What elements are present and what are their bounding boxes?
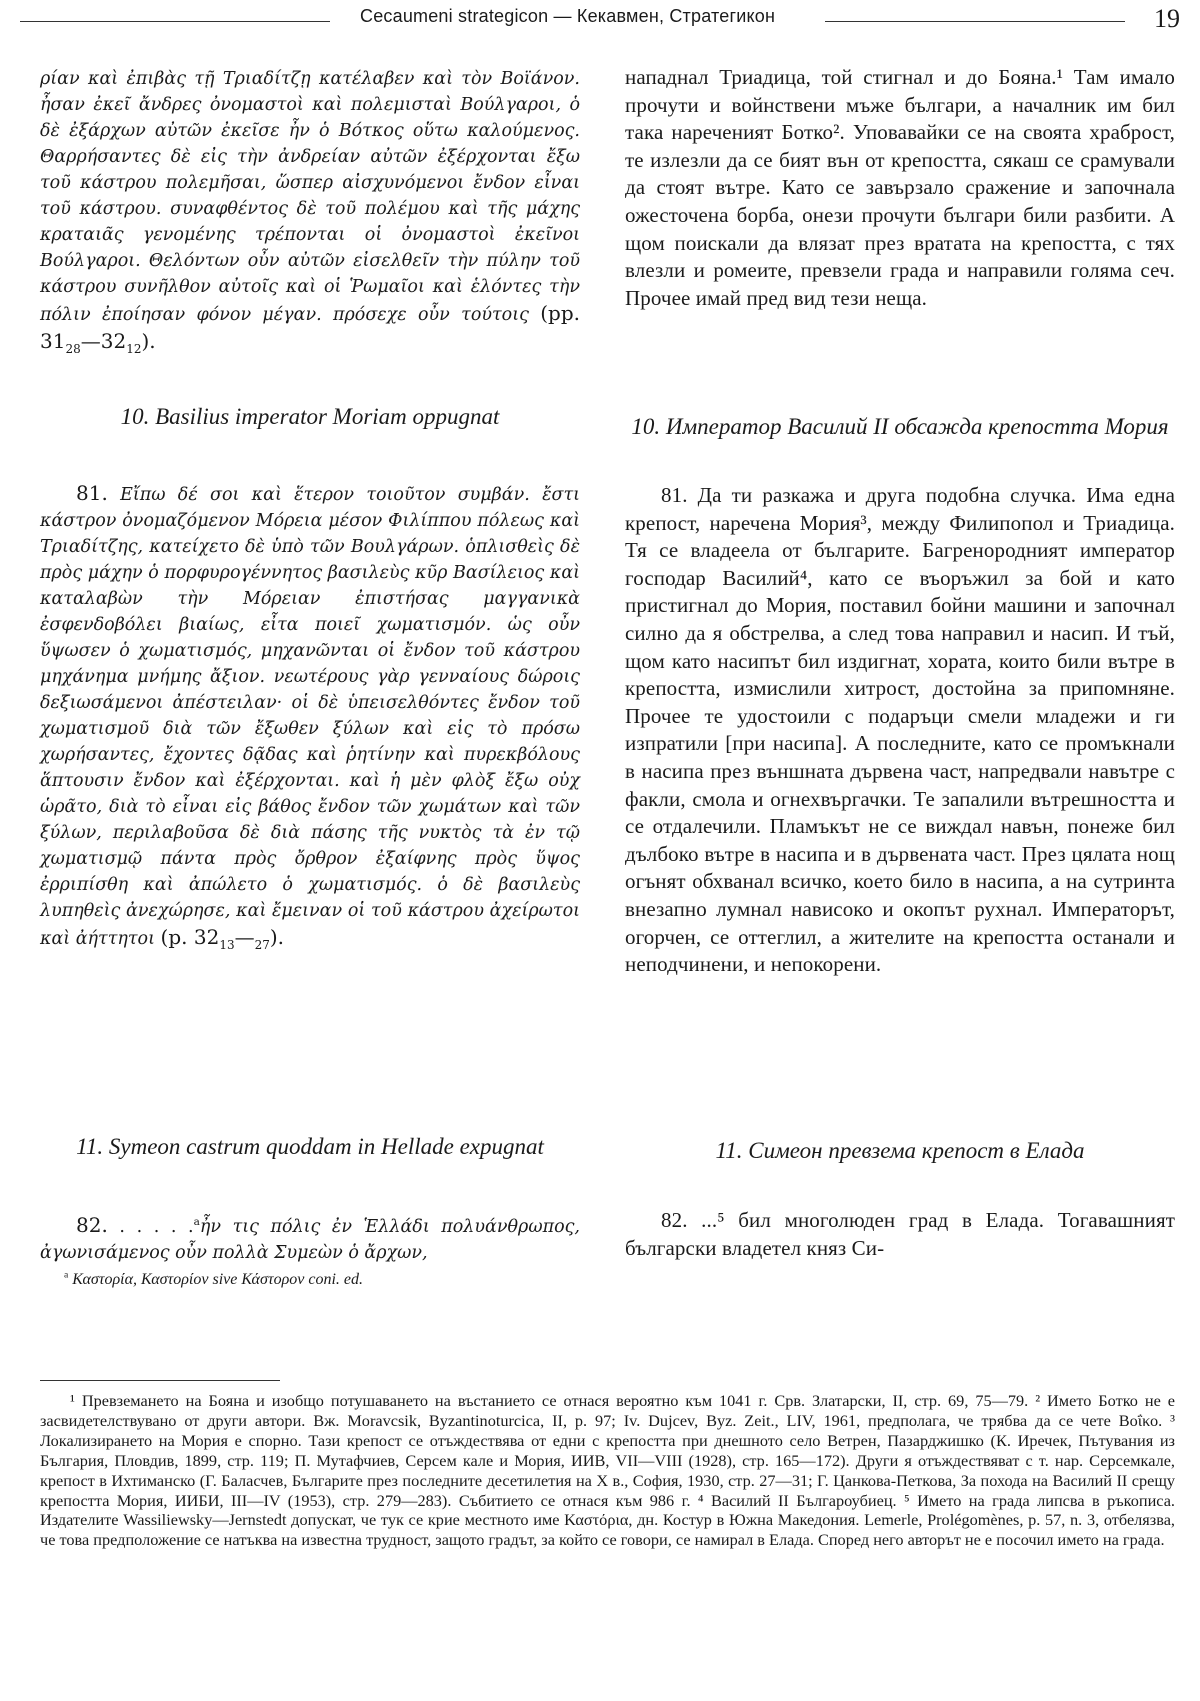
bulgarian-paragraph-81: 81. Да ти разкажа и друга подобна случка. Има една крепост, наречена Мория³, между Филипопол и Триадица. Тя се владеела от българите. Багренородният император господар Василий⁴, като се въоръжил за бой и като пристигнал до Мория, поставил бойни машини и започнал силно да я обстрелва, а след това направил и насип. И тъй, щом като насипът бил издигнат, хората, които били вътре в крепостта, измислили хитрост, достойна за припомняне. Прочее те удостоили с подаръци смели младежи и ги изпратили [при насипа]. А последните, като се промъкнали в насипа през външната дървена част, напредвали навътре с факли, смола и огнехвъргачки. Те запалили вътрешността и се отдалечили. Пламъкът не се виждал навън, понеже бил дълбоко вътре в насипа и в дървената част. През цялата нощ огънят обхванал всичко, което било в насипа, а на сутринта внезапно лумнал нависоко и окопът рухнал. Императорът, огорчен, се оттеглил, а жителите на крепостта останали и неподчинени, и непокорени. [625,483,1175,977]
footnote-rule [40,1380,280,1381]
section-11-heading-latin: 11. Symeon castrum quoddam in Hellade expugnat [76,1134,544,1159]
header-rule-right [825,21,1125,22]
greek-text-81: Εἴπω δέ σοι καὶ ἕτερον τοιοῦτον συμβάν. ἔστι κάστρον ὀνομαζόμενον Μόρεια μέσον Φιλίππου πόλεως καὶ Τριαδίτζης, κατείχετο δὲ ὑπὸ τῶν Βουλγάρων. ὁπλισθεὶς δὲ πρὸς μάχην ὁ πορφυρογέννητος βασιλεὺς κῦρ Βασίλειος καὶ καταλαβὼν τὴν Μόρειαν ἐπιστήσας μαγγανικὰ ἐσφενδοβόλει βιαίως, εἶτα ποιεῖ χωματισμόν. ὡς οὖν ὕψωσεν ὁ χωματισμός, μηχανῶνται οἱ ἔνδον τοῦ κάστρου μηχάνημα μνήμης ἄξιον. νεωτέρους γὰρ γενναίους δώροις δεξιωσάμενοι ἀπέστειλαν· οἱ δὲ ὑπεισελθόντες ἔνδον τοῦ χωματισμοῦ διὰ τῶν ἔξωθεν ξύλων καὶ εἰς τὸ πρόσω χωρήσαντες, ἔχοντες δᾷδας καὶ ῥητίνην καὶ πυρεκβόλους ἅπτουσιν ἔνδον καὶ ἐξέρχονται. καὶ ἡ μὲν φλὸξ ἔξω οὐχ ὡρᾶτο, διὰ τὸ εἶναι εἰς βάθος ἔνδον τῶν χωμάτων καὶ τῶν ξύλων, περιλαβοῦσα δὲ διὰ πάσης τῆς νυκτὸς τὰ ἐν τῷ χωματισμῷ πάντα πρὸς ὄρθρον ἐξαίφνης πρὸς ὕψος ἐρριπίσθη καὶ ἀπώλετο ὁ χωματισμός. ὁ δὲ βασιλεὺς λυπηθεὶς ἀνεχώρησε, καὶ ἔμειναν οἱ τοῦ κάστρου ἀχείρωτοι καὶ ἀήττητοι [40,485,580,949]
header-rule-left [20,21,330,22]
section-11-heading-bulgarian: 11. Симеон превзема крепост в Елада [715,1138,1085,1163]
page-number: 19 [1154,4,1180,33]
greek-text-82: ἦν τις πόλις ἐν Ἑλλάδι πολυάνθρωπος, ἀγωνισάμενος οὖν πολλὰ Συμεὼν ὁ ἄρχων, [40,1217,580,1263]
apparatus-note: $^a$ Καστορία, Καστορίον sive Κάστορον coni. ed. [64,1269,363,1288]
running-header [20,6,1180,36]
footnotes [40,1391,1175,1550]
greek-text-1: ρίαν καὶ ἐπιβὰς τῇ Τριαδίτζῃ κατέλαβεν καὶ τὸν Βοϊάνον. ἦσαν ἐκεῖ ἄνδρες ὀνομαστοὶ καὶ πολεμισταὶ Βούλγαροι, ὁ δὲ ἐξάρχων αὐτῶν ἐκεῖσε ἦν ὁ Βότκος οὕτω καλούμενος. Θαρρήσαντες δὲ εἰς τὴν ἀνδρείαν αὐτῶν ἐξέρχονται ἔξω τοῦ κάστρου πολεμῆσαι, ὥσπερ αἰσχυνόμενοι ἔνδον εἶναι τοῦ κάστρου. συναφθέντος δὲ τοῦ πολέμου καὶ τῆς μάχης κραταιᾶς γενομένης τρέπονται οἱ ὀνομαστοὶ ἐκεῖνοι Βούλγαροι. Θελόντων οὖν αὐτῶν εἰσελθεῖν τὴν πύλην τοῦ κάστρου συνῆλθον αὐτοῖς καὶ οἱ Ῥωμαῖοι καὶ ἑλόντες τὴν πόλιν ἐποίησαν φόνον μέγαν. πρόσεχε οὖν τούτοις [40,69,580,325]
footnote-text: ¹ Превземането на Бояна и изобщо потушаването на въстанието се отнася вероятно към 1041 г. Срв. Златарски, II, стр. 69, 75—79. ² Името Ботко не е засвидетелствувано от други автори. Вж. Moravcsik, Byzantinoturcica, II, p. 97; Iv. Dujcev, Byz. Zeit., LIV, 1961, предполага, че трябва да се чете Βοΐκο. ³ Локализирането на Мория е спорно. Тази крепост се отъждествява от едни с крепостта при днешното село Ветрен, Пазарджишко (К. Иречек, Пътувания из България, Пловдив, 1899, стр. 119; П. Мутафчиев, Серсем кале и Мория, ИИВ, VII—VIII (1928), стр. 165—172). Други я отъждествяват с т. нар. Серсемкале, крепост в Ихтиманско (Г. Баласчев, Българите през последните десетилетия на X в., София, 1930, стр. 27—31; Г. Цанкова-Петкова, За похода на Василий II срещу крепостта Мория, ИИБИ, III—IV (1953), стр. 279—283). Събитието се отнася към 986 г. ⁴ Василий II Българоубиец. ⁵ Името на града липсва в ръкописа. Издателите Wassiliewsky—Jernstedt допускат, че тук се крие местното име Καστόρια, дн. Костур в Южна Македония. Lemerle, Prolégomènes, p. 57, n. 3, отбелязва, че това предположение се натъква на известна трудност, защото градът, за който се говори, се намирал в Елада. Според него авторът не е посочил името на града. [40,1391,1175,1550]
section-10-heading-latin: 10. Basilius imperator Moriam oppugnat [120,404,500,429]
greek-paragraph-81 [40,480,580,952]
greek-paragraph-82 [40,1212,580,1266]
greek-paragraph-1 [40,66,580,356]
paragraph-number-81: 81. [76,481,108,505]
apparatus-marker: a [193,1216,200,1229]
lacuna-dots: . . . . . [119,1217,194,1237]
greek-ref-1: (pp. $31_{28}—32_{12}$). [40,301,580,356]
greek-ref-81: (p. $32_{13}—_{27}$). [160,925,285,952]
running-title: Cecaumeni strategicon — Кекавмен, Стратегикон [360,6,776,26]
paragraph-number-82: 82. [76,1213,108,1237]
bulgarian-paragraph-82: 82. ...⁵ бил многолюден град в Елада. Тогавашният български владетел княз Си- [625,1208,1175,1260]
section-10-heading-bulgarian: 10. Император Василий II обсажда крепостта Мория [631,414,1169,439]
bulgarian-paragraph-1: нападнал Триадица, той стигнал и до Бояна.¹ Там имало прочути и войнствени мъже българи, а началник им бил така нареченият Ботко². Уповавайки се на своята храброст, те излезли да се бият вън от крепостта, сякаш се срамували да стоят вътре. Като се завързало сражение и започнала ожесточена борба, онези прочути българи били разбити. А щом поискали да влязат през вратата на крепостта, с тях влезли и ромеите, превзели града и направили голяма сеч. Прочее имай пред вид тези неща. [625,65,1175,310]
